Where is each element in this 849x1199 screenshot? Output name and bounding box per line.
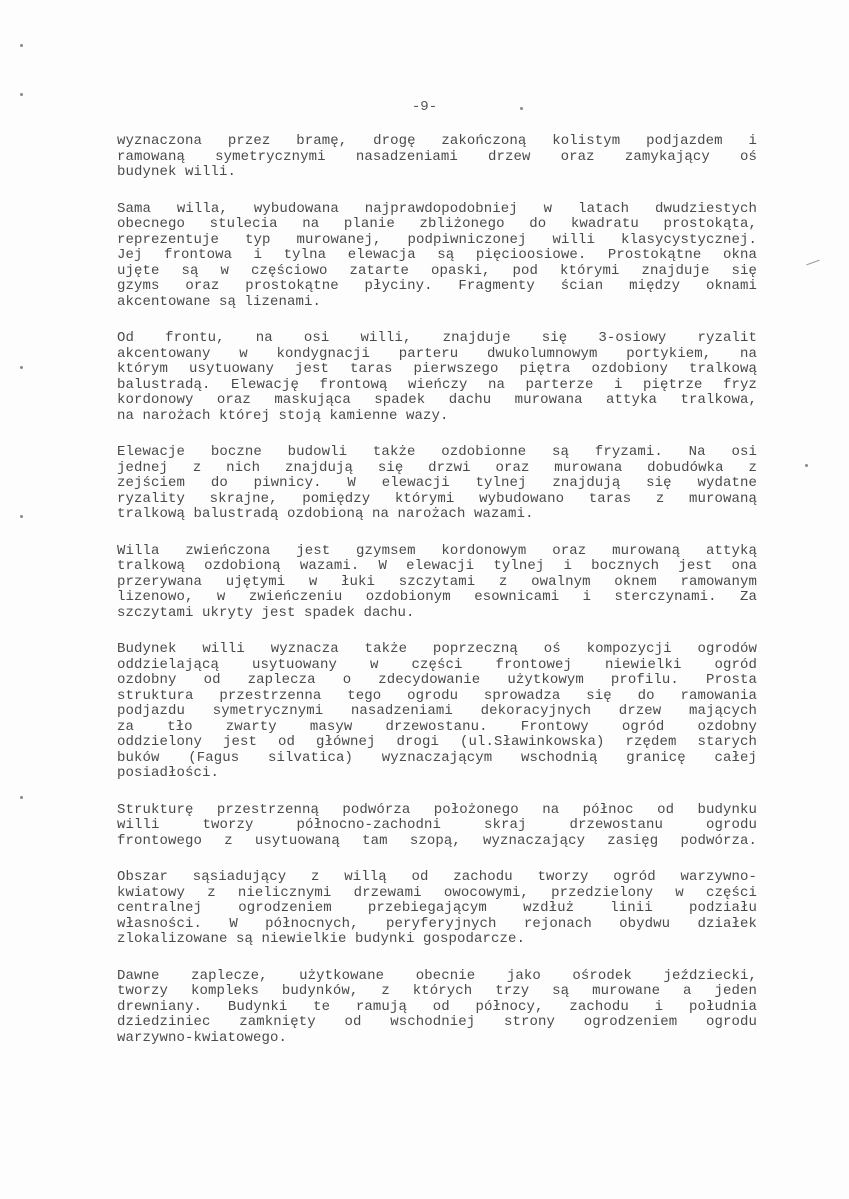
paragraph [117, 445, 757, 523]
text-line: ramowaną symetrycznymi nasadzeniami drzew oraz zamykający oś [117, 148, 757, 165]
paragraph [117, 642, 757, 782]
text-line: przerywana ujętymi w łuki szczytami z owalnym oknem ramowanym [117, 573, 757, 590]
text-line: reprezentuje typ murowanej, podpiwniczonej willi klasycystycznej. [117, 231, 757, 248]
text-line: za tło zwarty masyw drzewostanu. Frontowy ogród ozdobny [117, 718, 757, 735]
text-line: drewniany. Budynki te ramują od północy, zachodu i południa [117, 998, 757, 1015]
text-line: jednej z nich znajdują się drzwi oraz murowana dobudówka z [117, 459, 757, 476]
text-line: którym usytuowany jest taras pierwszego piętra ozdobiony tralkową [117, 361, 757, 377]
text-line: ryzality skrajne, pomiędzy którymi wybudowano taras z murowaną [117, 490, 757, 507]
text-line: struktura przestrzenna tego ogrodu sprowadza się do ramowania [117, 687, 757, 704]
paragraph [117, 803, 757, 850]
text-line: Elewacje boczne budowli także ozdobionne są fryzami. Na osi [117, 444, 757, 460]
text-line: balustradą. Elewację frontową wieńczy na parterze i piętrze fryz [117, 376, 757, 393]
text-line: Jej frontowa i tylna elewacja są pięcioosiowe. Prostokątne okna [117, 247, 757, 263]
text-line: obecnego stulecia na planie zbliżonego do kwadratu prostokąta, [117, 216, 757, 232]
text-line: podjazdu symetrycznymi nasadzeniami dekoracyjnych drzew mających [117, 703, 757, 719]
text-line: na narożach której stoją kamienne wazy. [117, 407, 449, 424]
paragraph [117, 969, 757, 1047]
paragraph [117, 202, 757, 311]
margin-dot [805, 464, 808, 467]
text-line: akcentowane są lizenami. [117, 293, 322, 310]
body-text [117, 134, 757, 1067]
text-line: posiadłości. [117, 765, 220, 781]
text-line: Dawne zaplecze, użytkowane obecnie jako ośrodek jeździecki, [117, 967, 757, 984]
margin-mark [806, 260, 819, 266]
text-line: własności. W północnych, peryferyjnych rejonach obydwu działek [117, 915, 757, 932]
text-line: kwiatowy z nielicznymi drzewami owocowymi, przedzielony w części [117, 884, 757, 901]
text-line: Strukturę przestrzenną podwórza położonego na północ od budynku [117, 801, 757, 818]
text-line: Budynek willi wyznacza także poprzeczną oś kompozycji ogrodów [117, 641, 757, 657]
text-line: buków (Fagus silvatica) wyznaczającym wschodnią granicę całej [117, 749, 757, 766]
text-line: centralnej ogrodzeniem przebiegającym wzdłuż linii podziału [117, 900, 757, 916]
text-line: wyznaczona przez bramę, drogę zakończoną kolistym podjazdem i [117, 133, 757, 149]
text-line: oddzielającą usytuowany w części frontowej niewielki ogród [117, 656, 757, 673]
text-line: willi tworzy północno-zachodni skraj drzewostanu ogrodu [117, 817, 757, 833]
text-line: warzywno-kwiatowego. [117, 1029, 288, 1046]
page-number: -9- [411, 99, 438, 115]
text-line: akcentowany w kondygnacji parteru dwukolumnowym portykiem, na [117, 345, 757, 362]
text-line: ozdobny od zaplecza o zdecydowanie użytkowym profilu. Prosta [117, 672, 757, 688]
text-line: oddzielony jest od głównej drogi (ul.Sławinkowska) rzędem starych [117, 734, 757, 750]
text-line: zejściem do piwnicy. W elewacji tylnej znajdują się wydatne [117, 475, 757, 491]
text-line: kordonowy oraz maskująca spadek dachu murowana attyka tralkowa, [117, 392, 757, 408]
text-line: ujęte są w częściowo zatarte opaski, pod którymi znajduje się [117, 262, 757, 279]
paragraph [117, 331, 757, 424]
paragraph [117, 870, 757, 948]
margin-dot [20, 44, 23, 47]
text-line: tralkową balustradą ozdobioną na narożach wazami. [117, 506, 534, 522]
text-line: tralkową ozdobioną wazami. W elewacji tylnej i bocznych jest ona [117, 558, 757, 574]
text-line: dziedziniec zamknięty od wschodniej strony ogrodzeniem ogrodu [117, 1014, 757, 1030]
text-line: frontowego z usytuowaną tam szopą, wyznaczający zasięg podwórza. [117, 832, 757, 849]
text-line: Obszar sąsiadujący z willą od zachodu tworzy ogród warzywno- [117, 869, 757, 885]
paragraph [117, 544, 757, 622]
text-line: lizenowo, w zwieńczeniu ozdobionym esownicami i sterczynami. Za [117, 589, 757, 605]
margin-dot [20, 366, 23, 369]
text-line: Od frontu, na osi willi, znajduje się 3-osiowy ryzalit [117, 330, 757, 346]
text-line: budynek willi. [117, 164, 237, 180]
text-line: gzyms oraz prostokątne płyciny. Fragmenty ścian między oknami [117, 278, 757, 294]
text-line: szczytami ukryty jest spadek dachu. [117, 604, 415, 621]
text-line: Willa zwieńczona jest gzymsem kordonowym oraz murowaną attyką [117, 542, 757, 559]
paragraph [117, 134, 757, 181]
margin-dot [20, 93, 23, 96]
margin-dot [20, 796, 23, 799]
text-line: tworzy kompleks budynków, z których trzy są murowane a jeden [117, 983, 757, 999]
text-line: zlokalizowane są niewielkie budynki gospodarcze. [117, 931, 526, 947]
margin-dot [20, 515, 23, 518]
text-line: Sama willa, wybudowana najprawdopodobniej w latach dwudziestych [117, 200, 757, 217]
